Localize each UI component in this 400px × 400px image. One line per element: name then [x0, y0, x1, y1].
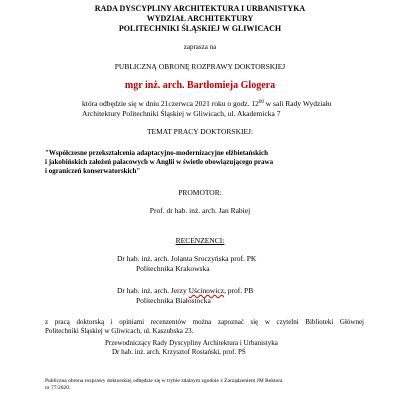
event-title: PUBLICZNĄ OBRONĘ ROZPRAWY DOKTORSKIEJ	[114, 62, 286, 71]
details-line-2: Architektury Politechniki Śląskiej w Gliwicach, ul. Akademicka 7	[82, 109, 281, 118]
promotor-label: PROMOTOR:	[178, 188, 222, 197]
info-line-1: z pracą doktorską i opiniami recenzentów można zapoznać się w czytelni Biblioteki Głównej	[45, 318, 364, 326]
thesis-title-line-1: "Współczesne przekształcenia adaptacyjno-modernizacyjne elżbietańskich	[45, 149, 268, 157]
header-line-2: WYDZIAŁ ARCHITEKTURY	[146, 14, 254, 23]
promotor-name: Prof. dr hab. inż. arch. Jan Rabiej	[149, 206, 251, 215]
thesis-title-line-2: i jakobińskich założeń pałacowych w Anglii w świetle obowiązującego prawa	[45, 158, 274, 166]
hour-superscript: 00	[258, 100, 264, 105]
details-line-1: która odbędzie się w dniu 21czerwca 2021 roku o godz. $12^{00}$ w sali Rady Wydziału	[82, 99, 332, 108]
header-line-1: RADA DYSCYPLINY ARCHITEKTURA I URBANISTYKA	[94, 4, 306, 13]
invite-text: zaprasza na	[183, 43, 217, 51]
thesis-label: TEMAT PRACY DOKTORSKIEJ:	[146, 127, 254, 136]
chair-name: Dr hab. inż. arch. Krzysztof Rostański, prof. PŚ	[112, 348, 246, 356]
reviewer-1-name: Dr hab. inż. arch. Jolanta Sroczyńska prof. PK	[117, 254, 257, 263]
header-line-3: POLITECHNIKI ŚLĄSKIEJ W GLIWICACH	[118, 24, 282, 33]
footer-line-1: Publiczna obrona rozprawy doktorskiej odbędzie się w trybie zdalnym zgodnie z Zarządzeniem JM Rektora	[45, 378, 283, 384]
footer-line-2: nr 77/2020.	[45, 385, 71, 391]
thesis-title-line-3: i ograniczeń konserwatorskich"	[45, 167, 141, 175]
info-line-2: Politechniki Śląskiej w Gliwicach, ul. Kaszubska 23.	[45, 327, 194, 335]
reviewer-2-affiliation: Politechnika Białostocka	[136, 296, 211, 305]
reviewer-2-surname: Uścinowicz	[188, 286, 225, 295]
chair-title: Przewodniczący Rady Dyscypliny Architektura i Urbanistyka	[105, 339, 278, 347]
reviewer-2-name: Dr hab. inż. arch. Jerzy Uścinowicz, prof. PB	[117, 286, 254, 295]
reviewer-1-affiliation: Politechnika Krakowska	[136, 264, 210, 273]
reviewers-label: RECENZENCI:	[175, 236, 225, 245]
candidate-name: mgr inż. arch. Bartłomieja Glogera	[124, 80, 276, 91]
